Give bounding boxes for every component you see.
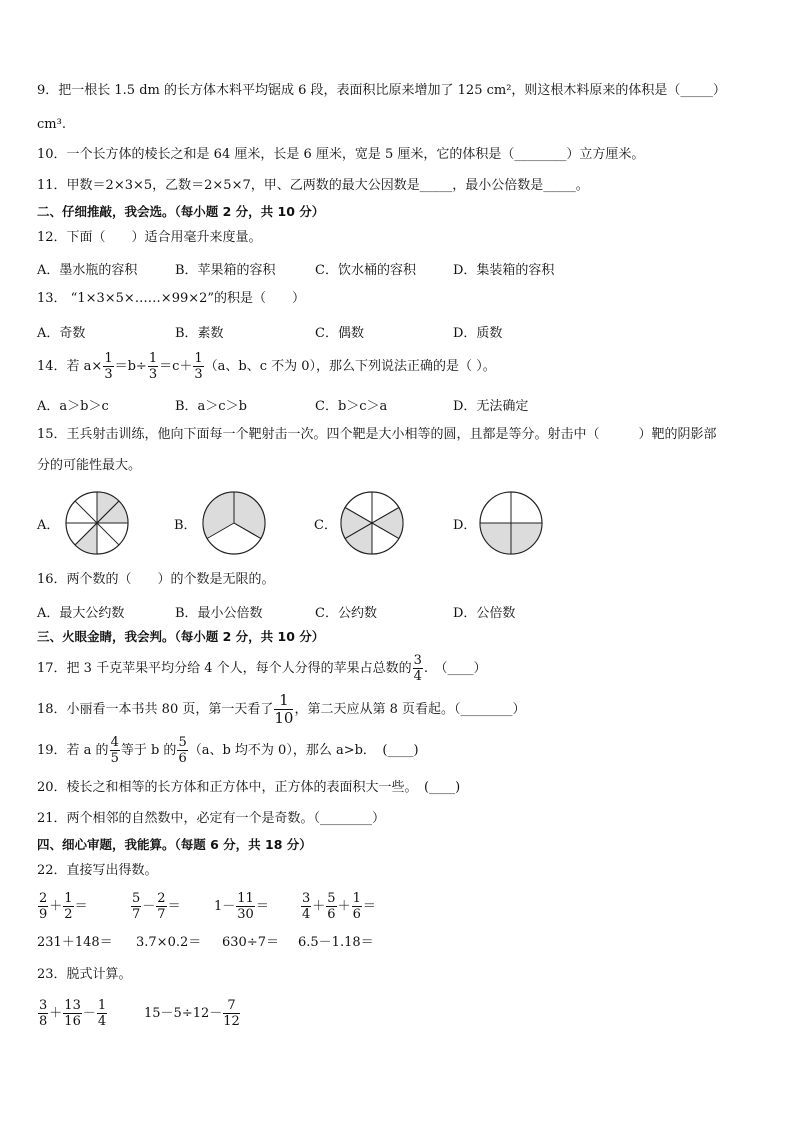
question-9-unit: cm³.	[37, 117, 66, 132]
target-a-circle-8-parts[interactable]	[64, 490, 130, 556]
option-d[interactable]: D．公倍数	[453, 606, 516, 621]
question-15-line1: 15．王兵射击训练，他向下面每一个靶射击一次。四个靶是大小相等的圆，且都是等分。射击中（ ）靶的阴影部	[37, 427, 717, 442]
option-a[interactable]: A．最大公约数	[37, 606, 125, 621]
question-13-stem: 13． “1×3×5×……×99×2”的积是（ ）	[37, 291, 306, 306]
option-b[interactable]: B．a＞c＞b	[175, 399, 247, 414]
q14-part2: ＝b÷	[114, 359, 147, 374]
fraction: $\frac{5}{7}$	[132, 891, 141, 922]
fraction: $\frac{13}{16}$	[64, 998, 81, 1029]
fraction: $\frac{1}{6}$	[352, 891, 361, 922]
q14-part4: （a、b、c 不为 0），那么下列说法正确的是（ ）。	[204, 359, 496, 374]
option-b[interactable]: B．最小公倍数	[175, 606, 263, 621]
question-16-options	[37, 602, 757, 620]
question-20: 20．棱长之和相等的长方体和正方体中，正方体的表面积大一些。 (____)	[37, 780, 461, 795]
q19-part2: 等于 b 的	[120, 743, 177, 758]
fraction: $\frac{1}{3}$	[148, 351, 158, 382]
q18-part2: ，第二天应从第 8 页看起。（________）	[294, 702, 526, 717]
fraction: $\frac{2}{9}$	[39, 891, 48, 922]
fraction: $\frac{11}{30}$	[237, 891, 254, 922]
section-2-heading: 二、仔细推敲，我会选。（每小题 2 分，共 10 分）	[37, 204, 325, 219]
question-19	[37, 734, 419, 768]
question-9: 9．把一根长 1.5 dm 的长方体木料平均锯成 6 段，表面积比原来增加了 125 cm²，则这根木料原来的体积是（_____）	[37, 83, 726, 98]
section-4-heading: 四、细心审题，我能算。（每题 6 分，共 18 分）	[37, 837, 312, 852]
option-a[interactable]: A．墨水瓶的容积	[37, 263, 138, 278]
option-c[interactable]: C．b＞c＞a	[315, 399, 388, 414]
fraction: $\frac{4}{5}$	[110, 735, 119, 766]
q17-part1: 17．把 3 千克苹果平均分给 4 个人，每个人分得的苹果占总数的	[37, 661, 412, 676]
option-d[interactable]: D．集装箱的容积	[453, 263, 555, 278]
section-3-heading: 三、火眼金睛，我会判。（每小题 2 分，共 10 分）	[37, 629, 325, 644]
fraction: $\frac{1}{4}$	[97, 998, 107, 1029]
option-d[interactable]: D．无法确定	[453, 399, 529, 414]
question-14-options	[37, 395, 757, 413]
q17-part2: . （____）	[423, 661, 487, 676]
option-b[interactable]: B．苹果箱的容积	[175, 263, 276, 278]
q19-part3: （a、b 均不为 0），那么 a>b． (____)	[188, 743, 419, 758]
q22-row2-expr-3: 630÷7＝	[222, 935, 279, 950]
target-b-label: B．	[174, 518, 197, 533]
fraction: $\frac{1}{2}$	[64, 891, 73, 922]
q14-part3: ＝c＋	[159, 359, 193, 374]
fraction: $\frac{3}{4}$	[413, 653, 422, 684]
option-a[interactable]: A．a＞b＞c	[37, 399, 109, 414]
question-12-options	[37, 259, 757, 277]
q19-part1: 19．若 a 的	[37, 743, 109, 758]
question-16-stem: 16．两个数的（ ）的个数是无限的。	[37, 572, 275, 587]
option-d[interactable]: D．质数	[453, 326, 503, 341]
question-17	[37, 653, 487, 685]
option-c[interactable]: C．偶数	[315, 326, 364, 341]
q22-row2-expr-1: 231＋148＝	[37, 935, 113, 950]
fraction: $\frac{1}{3}$	[194, 351, 203, 382]
question-23-stem: 23．脱式计算。	[37, 967, 132, 982]
fraction: $\frac{1}{3}$	[104, 351, 113, 382]
fraction: $\frac{3}{4}$	[302, 891, 311, 922]
target-d-label: D．	[453, 518, 477, 533]
option-b[interactable]: B．素数	[175, 326, 224, 341]
q22-expr-4: $\frac{3}{4}$ ＋ $\frac{5}{6}$ ＋ $\frac{1}{6}$ ＝	[302, 891, 376, 922]
target-d-circle-4-parts[interactable]	[478, 490, 544, 556]
target-a-label: A．	[37, 518, 60, 533]
question-15-line2: 分的可能性最大。	[37, 458, 142, 473]
target-b-circle-3-parts[interactable]	[201, 490, 267, 556]
fraction: $\frac{5}{6}$	[178, 735, 187, 766]
fraction: $\frac{3}{8}$	[39, 998, 48, 1029]
fraction: $\frac{7}{12}$	[223, 998, 240, 1029]
q23-expr-2: 15－5÷12－ $\frac{7}{12}$	[144, 998, 240, 1029]
question-12-stem: 12．下面（ ）适合用毫升来度量。	[37, 230, 262, 245]
question-13-options	[37, 322, 757, 340]
q23-expr-1: $\frac{3}{8}$ ＋ $\frac{13}{16}$ － $\frac{1}{4}$	[39, 998, 107, 1029]
question-11: 11．甲数＝2×3×5，乙数＝2×5×7，甲、乙两数的最大公因数是_____，最小公倍数是_____。	[37, 178, 589, 193]
q14-part1: 14．若 a×	[37, 359, 103, 374]
option-a[interactable]: A．奇数	[37, 326, 86, 341]
question-22-stem: 22．直接写出得数。	[37, 863, 158, 878]
fraction: $\frac{1}{10}$	[274, 691, 294, 727]
q18-part1: 18．小丽看一本书共 80 页，第一天看了	[37, 702, 274, 717]
option-c[interactable]: C．公约数	[315, 606, 377, 621]
target-c-label: C．	[314, 518, 337, 533]
q22-expr-1: $\frac{2}{9}$ ＋ $\frac{1}{2}$ ＝	[39, 891, 88, 922]
option-c[interactable]: C．饮水桶的容积	[315, 263, 416, 278]
question-21: 21．两个相邻的自然数中，必定有一个是奇数。（________）	[37, 811, 386, 826]
question-14-stem	[37, 350, 496, 384]
q22-row2-expr-4: 6.5－1.18＝	[298, 935, 374, 950]
question-18	[37, 692, 526, 728]
q22-row2-expr-2: 3.7×0.2＝	[136, 935, 202, 950]
target-c-circle-6-parts[interactable]	[339, 490, 405, 556]
q22-expr-3: 1－ $\frac{11}{30}$ ＝	[214, 891, 269, 922]
q22-expr-2: $\frac{5}{7}$ － $\frac{2}{7}$ ＝	[132, 891, 181, 922]
fraction: $\frac{2}{7}$	[157, 891, 166, 922]
question-10: 10．一个长方体的棱长之和是 64 厘米，长是 6 厘米，宽是 5 厘米，它的体积是（________）立方厘米。	[37, 147, 645, 162]
fraction: $\frac{5}{6}$	[327, 891, 336, 922]
